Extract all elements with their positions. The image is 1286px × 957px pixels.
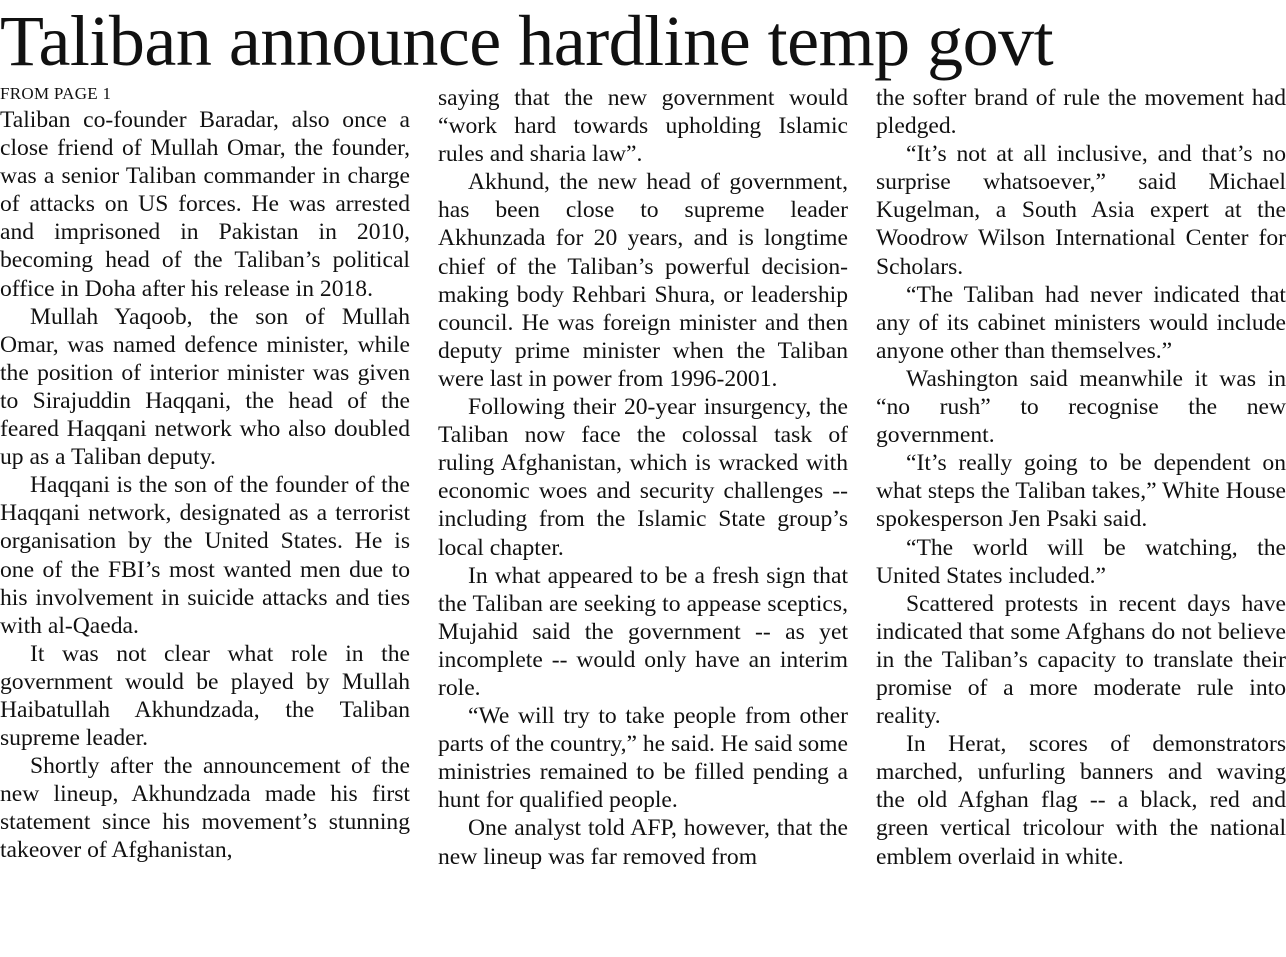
headline: Taliban announce hardline temp govt bbox=[0, 1, 1054, 81]
paragraph: “The Taliban had never indicated that any of its cabinet ministers would include anyone other than themselves.” bbox=[876, 281, 1286, 364]
paragraph: It was not clear what role in the government would be played by Mullah Haibatullah Akhundzada, the Taliban supreme leader. bbox=[0, 640, 410, 752]
article-column-3 bbox=[876, 84, 1286, 871]
paragraph: Akhund, the new head of government, has been close to supreme leader Akhunzada for 20 years, and is longtime chief of the Taliban’s powerful decision-making body Rehbari Shura, or leadership council. He was foreign minister and then deputy prime minister when the Taliban were last in power from 1996-2001. bbox=[438, 169, 848, 392]
paragraph: “It’s really going to be dependent on what steps the Taliban takes,” White House spokesperson Jen Psaki said. bbox=[876, 450, 1286, 533]
paragraph: Haqqani is the son of the founder of the Haqqani network, designated as a terrorist organisation by the United States. He is one of the FBI’s most wanted men due to his involvement in suicide attacks and ties with al-Qaeda. bbox=[0, 472, 410, 639]
paragraph: Following their 20-year insurgency, the Taliban now face the colossal task of ruling Afghanistan, which is wracked with economic woes and security challenges -- including from the Islamic State group’s local chapter. bbox=[438, 394, 848, 561]
paragraph: Shortly after the announcement of the new lineup, Akhundzada made his first statement since his movement’s stunning takeover of Afghanistan, bbox=[0, 753, 410, 864]
paragraph: “It’s not at all inclusive, and that’s no surprise whatsoever,” said Michael Kugelman, a South Asia expert at the Woodrow Wilson International Center for Scholars. bbox=[876, 141, 1286, 280]
article-column-2 bbox=[438, 84, 848, 871]
paragraph: Washington said meanwhile it was in “no rush” to recognise the new government. bbox=[876, 365, 1286, 449]
paragraph: saying that the new government would “work hard towards upholding Islamic rules and sharia law”. bbox=[438, 85, 848, 168]
paragraph: Scattered protests in recent days have indicated that some Afghans do not believe in the Taliban’s capacity to translate their promise of a more moderate rule into reality. bbox=[876, 590, 1286, 730]
paragraph: One analyst told AFP, however, that the new lineup was far removed from bbox=[438, 815, 848, 870]
paragraph: “We will try to take people from other parts of the country,” he said. He said some ministries remained to be filled pending a hunt for qualified people. bbox=[438, 703, 848, 814]
article-column-1 bbox=[0, 84, 410, 865]
paragraph: In what appeared to be a fresh sign that the Taliban are seeking to appease sceptics, Mujahid said the government -- as yet incomplete -- would only have an interim role. bbox=[438, 562, 848, 701]
paragraph: “The world will be watching, the United States included.” bbox=[876, 534, 1286, 589]
paragraph: the softer brand of rule the movement had pledged. bbox=[876, 85, 1286, 140]
paragraph: In Herat, scores of demonstrators marched, unfurling banners and waving the old Afghan flag -- a black, red and green vertical tricolour with the national emblem overlaid in white. bbox=[876, 731, 1286, 870]
paragraph: Taliban co-founder Baradar, also once a close friend of Mullah Omar, the founder, was a senior Taliban commander in charge of attacks on US forces. He was arrested and imprisoned in Pakistan in 2010, becoming head of the Taliban’s political office in Doha after his release in 2018. bbox=[0, 107, 410, 302]
paragraph: Mullah Yaqoob, the son of Mullah Omar, was named defence minister, while the position of interior minister was given to Sirajuddin Haqqani, the head of the feared Haqqani network who also doubled up as a Taliban deputy. bbox=[0, 303, 410, 471]
continuation-kicker: FROM PAGE 1 bbox=[0, 84, 112, 103]
